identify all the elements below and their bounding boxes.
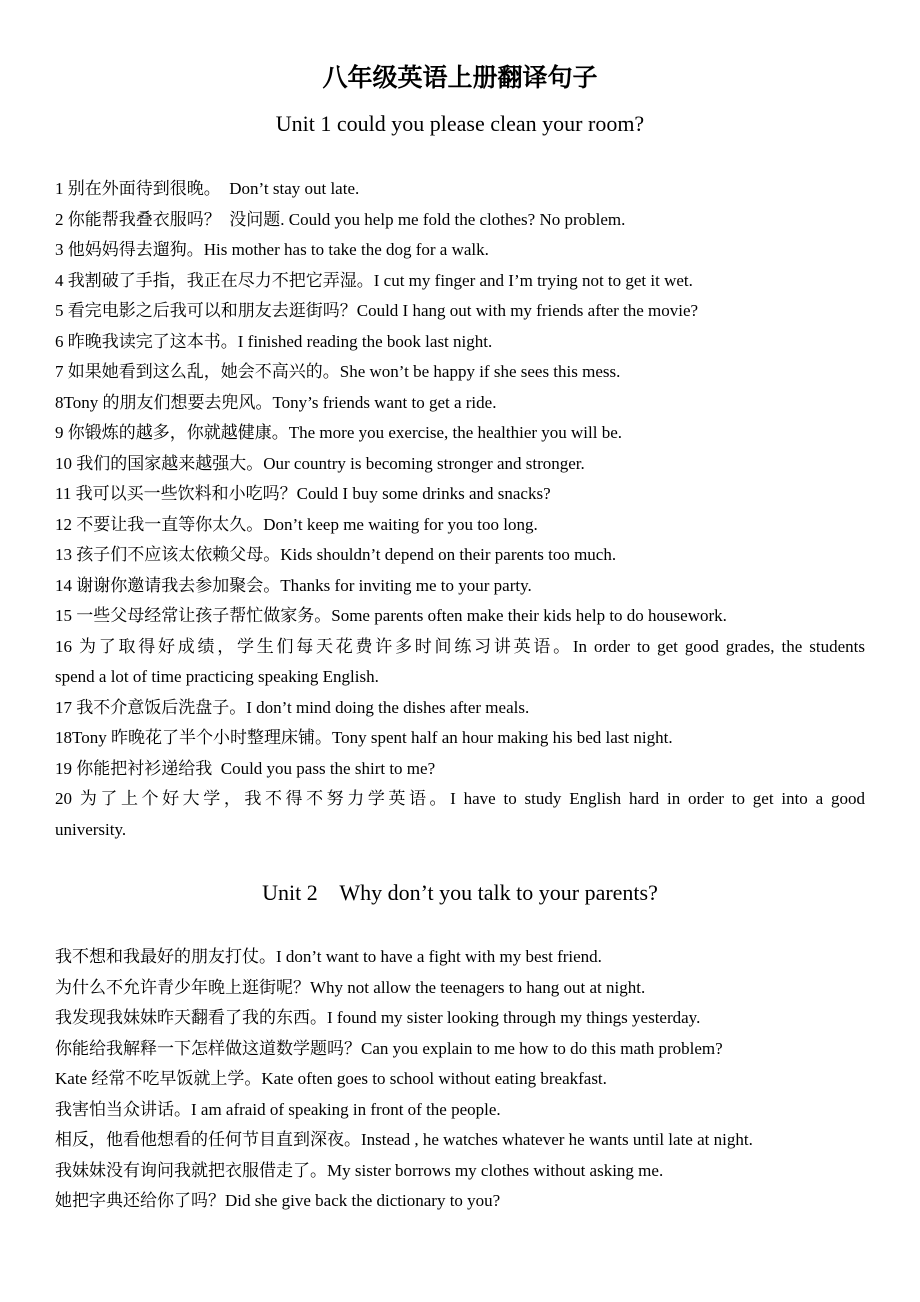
sentence-line: 9 你锻炼的越多，你就越健康。The more you exercise, the healthier you will be.	[55, 423, 623, 442]
sentence-line: 2 你能帮我叠衣服吗？ 没问题. Could you help me fold the clothes? No problem.	[55, 209, 626, 229]
sentence-line: 3 他妈妈得去遛狗。His mother has to take the dog for a walk.	[55, 240, 489, 259]
sentence-line: 8Tony 的朋友们想要去兜风。Tony’s friends want to get a ride.	[55, 392, 497, 412]
sentence-line-continuation: university.	[55, 819, 127, 839]
sentence-line: 4 我割破了手指，我正在尽力不把它弄湿。I cut my finger and I’m trying not to get it wet.	[55, 270, 693, 290]
sentence-line: 18Tony 昨晚花了半个小时整理床铺。Tony spent half an hour making his bed last night.	[55, 728, 673, 747]
unit1-heading: Unit 1 could you please clean your room?	[275, 111, 645, 136]
sentence-line: 16 为了取得好成绩，学生们每天花费许多时间练习讲英语。In order to get good grades, the students	[55, 636, 865, 656]
sentence-line: 12 不要让我一直等你太久。Don’t keep me waiting for you too long.	[55, 514, 538, 534]
unit2-heading: Unit 2 Why don’t you talk to your parents?	[262, 880, 658, 905]
sentence-line: 我害怕当众讲话。I am afraid of speaking in front of the people.	[55, 1099, 501, 1119]
sentence-line: 14 谢谢你邀请我去参加聚会。Thanks for inviting me to your party.	[55, 575, 532, 595]
sentence-line: 我发现我妹妹昨天翻看了我的东西。I found my sister looking through my things yesterday.	[55, 1008, 701, 1027]
sentence-line: 13 孩子们不应该太依赖父母。Kids shouldn’t depend on their parents too much.	[55, 545, 617, 564]
sentence-line: 10 我们的国家越来越强大。Our country is becoming stronger and stronger.	[55, 453, 585, 473]
sentence-line: 我妹妹没有询问我就把衣服借走了。My sister borrows my clothes without asking me.	[55, 1160, 664, 1180]
sentence-line: 为什么不允许青少年晚上逛街呢？Why not allow the teenagers to hang out at night.	[55, 977, 646, 997]
sentence-line: 我不想和我最好的朋友打仗。I don’t want to have a fight with my best friend.	[55, 947, 602, 966]
sentence-line: 相反，他看他想看的任何节目直到深夜。Instead , he watches whatever he wants until late at night.	[55, 1130, 753, 1149]
sentence-line: 1 别在外面待到很晚。 Don’t stay out late.	[55, 179, 360, 198]
unit1-sentences	[55, 174, 865, 845]
sentence-line: 20 为了上个好大学，我不得不努力学英语。I have to study English hard in order to get into a good	[55, 789, 865, 808]
sentence-line: 17 我不介意饭后洗盘子。I don’t mind doing the dishes after meals.	[55, 697, 530, 717]
sentence-line: 15 一些父母经常让孩子帮忙做家务。Some parents often make their kids help to do housework.	[55, 606, 727, 625]
unit2-sentences	[55, 942, 865, 1217]
sentence-line: 19 你能把衬衫递给我 Could you pass the shirt to me?	[55, 758, 436, 778]
sentence-line: 你能给我解释一下怎样做这道数学题吗？Can you explain to me how to do this math problem?	[55, 1038, 723, 1058]
sentence-line: Kate 经常不吃早饭就上学。Kate often goes to school without eating breakfast.	[55, 1069, 607, 1088]
sentence-line: 5 看完电影之后我可以和朋友去逛街吗？Could I hang out with my friends after the movie?	[55, 301, 699, 320]
document-title: 八年级英语上册翻译句子	[322, 64, 598, 92]
sentence-line-continuation: spend a lot of time practicing speaking English.	[55, 667, 379, 686]
sentence-line: 11 我可以买一些饮料和小吃吗？Could I buy some drinks and snacks?	[55, 484, 551, 503]
sentence-line: 6 昨晚我读完了这本书。I finished reading the book last night.	[55, 331, 493, 351]
sentence-line: 她把字典还给你了吗？Did she give back the dictionary to you?	[55, 1191, 501, 1210]
sentence-line: 7 如果她看到这么乱，她会不高兴的。She won’t be happy if she sees this mess.	[55, 362, 621, 381]
